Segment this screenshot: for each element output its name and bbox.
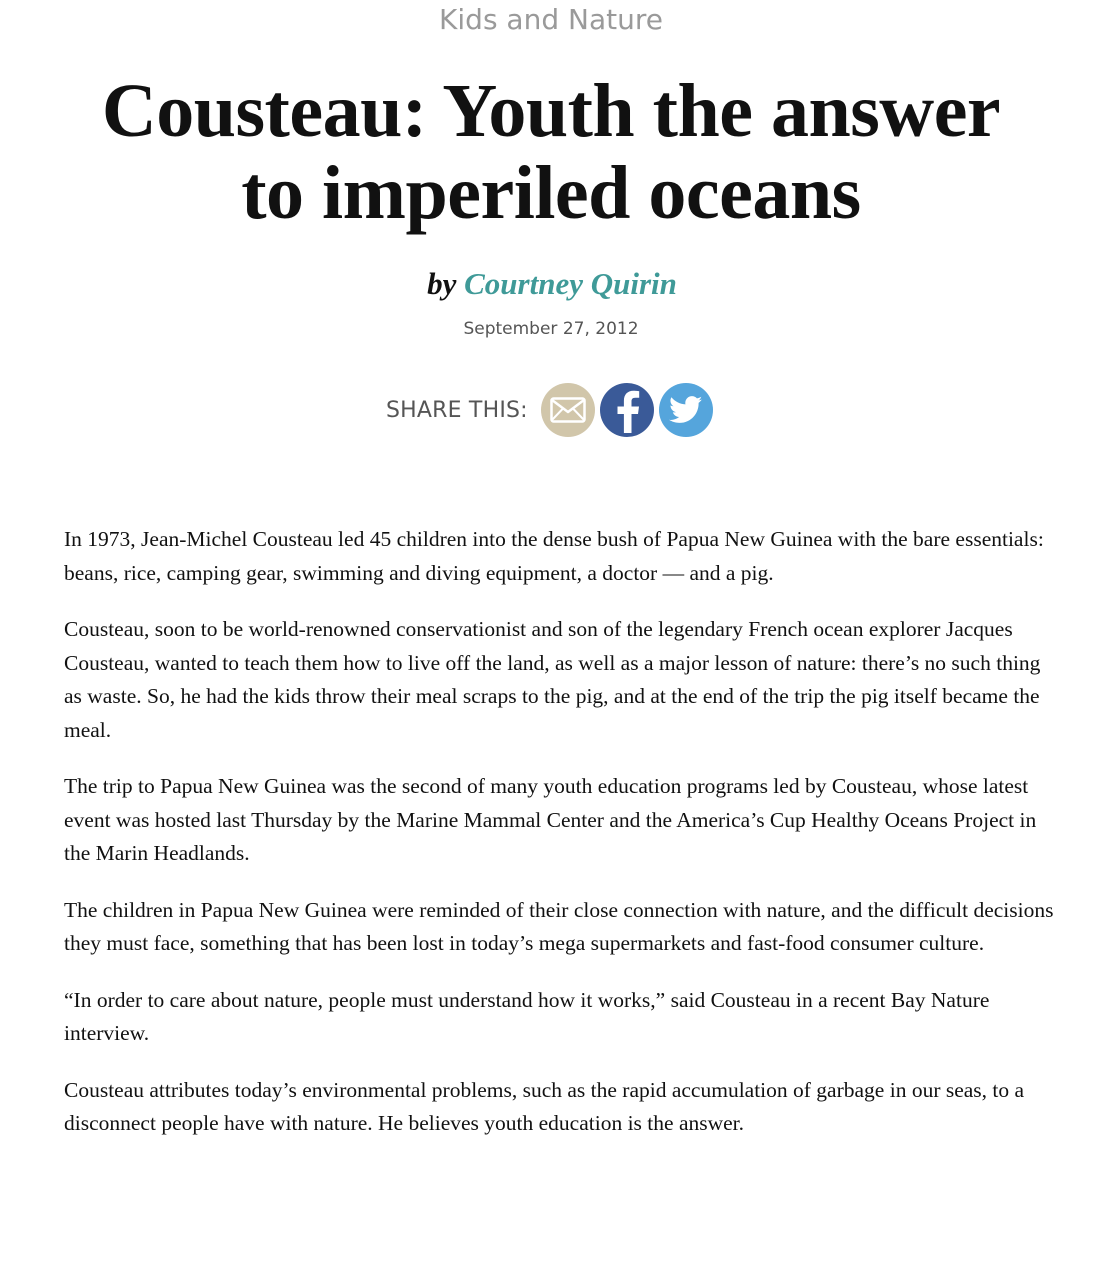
share-twitter-button[interactable] (659, 383, 713, 437)
category-link[interactable]: Kids and Nature (439, 3, 663, 36)
share-facebook-button[interactable] (600, 383, 654, 437)
twitter-icon (669, 396, 703, 424)
publish-date: September 27, 2012 (463, 319, 639, 339)
share-email-button[interactable] (541, 383, 595, 437)
share-label: SHARE THIS: (386, 397, 528, 423)
article-paragraph: The children in Papua New Guinea were reminded of their close connection with nature, and the difficult decisions they must face, something that has been lost in today’s mega supermarkets and fast-food consumer culture. (64, 897, 1054, 955)
email-icon (550, 397, 586, 423)
article-paragraph: The trip to Papua New Guinea was the second of many youth education programs led by Cousteau, whose latest event was hosted last Thursday by the Marine Mammal Center and the America’s Cup Healthy Oceans Project in the Marin Headlands. (64, 774, 1037, 865)
headline-line-2: to imperiled oceans (241, 151, 861, 235)
author-link[interactable]: Courtney Quirin (464, 266, 677, 301)
article-paragraph: “In order to care about nature, people must understand how it works,” said Cousteau in a recent Bay Nature interview. (64, 987, 990, 1045)
article-body (64, 523, 1054, 1164)
headline-line-1: Cousteau: Youth the answer (101, 69, 1001, 153)
article-paragraph: Cousteau attributes today’s environmental problems, such as the rapid accumulation of garbage in our seas, to a disconnect people have with nature. He believes youth education is the answer. (64, 1077, 1025, 1135)
article-headline (40, 70, 1062, 234)
share-bar (386, 383, 718, 437)
facebook-icon (612, 387, 642, 433)
byline (0, 262, 1104, 306)
article-paragraph: In 1973, Jean-Michel Cousteau led 45 children into the dense bush of Papua New Guinea with the bare essentials: beans, rice, camping gear, swimming and diving equipment, a doctor — and a pig. (64, 527, 1044, 585)
byline-prefix: by (427, 266, 457, 301)
article-paragraph: Cousteau, soon to be world-renowned conservationist and son of the legendary French ocean explorer Jacques Cousteau, wanted to teach them how to live off the land, as well as a major lesson of nature: there’s no such thing as waste. So, he had the kids throw their meal scraps to the pig, and at the end of the trip the pig itself became the meal. (64, 617, 1041, 742)
